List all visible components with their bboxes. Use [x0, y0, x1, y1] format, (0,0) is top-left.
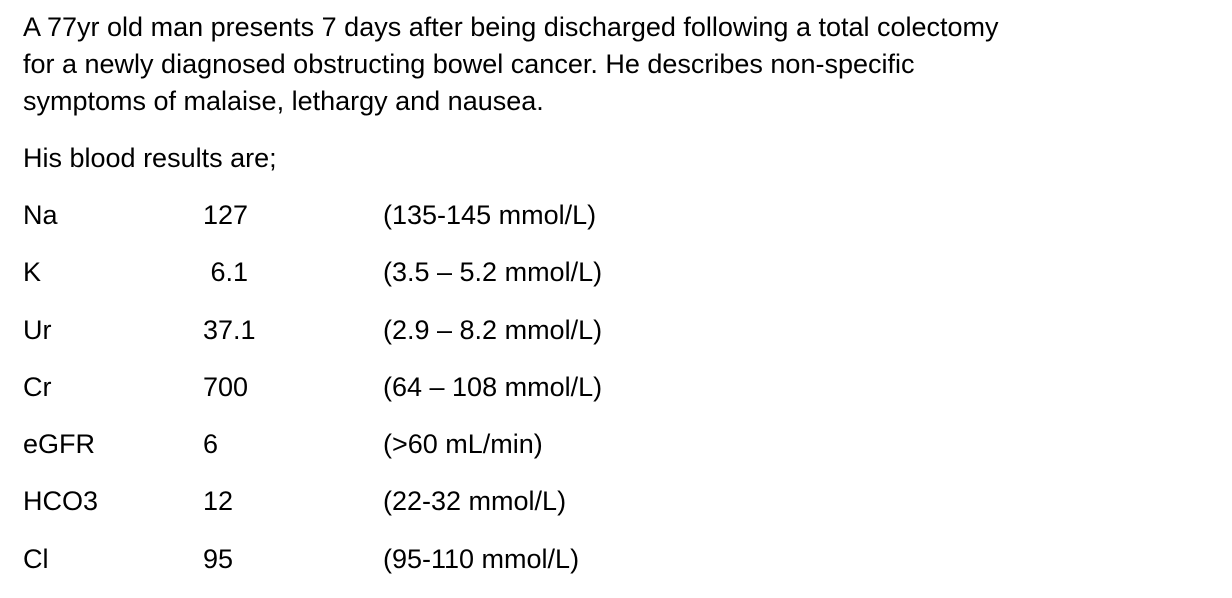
result-row-egfr — [23, 426, 823, 483]
result-name: Cr — [23, 371, 52, 402]
case-description-line: for a newly diagnosed obstructing bowel cancer. He describes non-specific — [23, 49, 915, 79]
result-row-hco3 — [23, 483, 823, 540]
result-value: 95 — [203, 543, 234, 574]
result-name: eGFR — [23, 429, 96, 460]
result-value: 700 — [203, 371, 249, 402]
result-value: 6 — [203, 429, 219, 460]
result-name: Ur — [23, 314, 52, 345]
result-reference-range: (22-32 mmol/L) — [383, 486, 567, 517]
blood-results-heading: His blood results are; — [23, 143, 277, 173]
result-reference-range: (64 – 108 mmol/L) — [383, 371, 603, 402]
blood-results-table — [23, 197, 823, 598]
result-name: K — [23, 257, 42, 288]
result-row-ur — [23, 312, 823, 369]
result-reference-range: (>60 mL/min) — [383, 429, 543, 460]
case-description-line: A 77yr old man presents 7 days after being discharged following a total colectomy — [23, 12, 999, 42]
result-value: 6.1 — [203, 257, 249, 288]
result-row-cl — [23, 541, 823, 598]
result-reference-range: (2.9 – 8.2 mmol/L) — [383, 314, 603, 345]
case-description — [23, 9, 1213, 120]
result-value: 37.1 — [203, 314, 256, 345]
document-page — [23, 9, 1213, 574]
result-name: Cl — [23, 543, 49, 574]
result-row-k — [23, 254, 823, 311]
result-reference-range: (95-110 mmol/L) — [383, 543, 580, 574]
result-row-cr — [23, 369, 823, 426]
result-name: HCO3 — [23, 486, 99, 517]
result-reference-range: (135-145 mmol/L) — [383, 200, 597, 230]
result-value: 127 — [203, 200, 249, 230]
result-value: 12 — [203, 486, 234, 517]
result-reference-range: (3.5 – 5.2 mmol/L) — [383, 257, 603, 288]
result-row-na — [23, 197, 823, 254]
case-description-line: symptoms of malaise, lethargy and nausea. — [23, 86, 544, 116]
result-name: Na — [23, 200, 58, 230]
